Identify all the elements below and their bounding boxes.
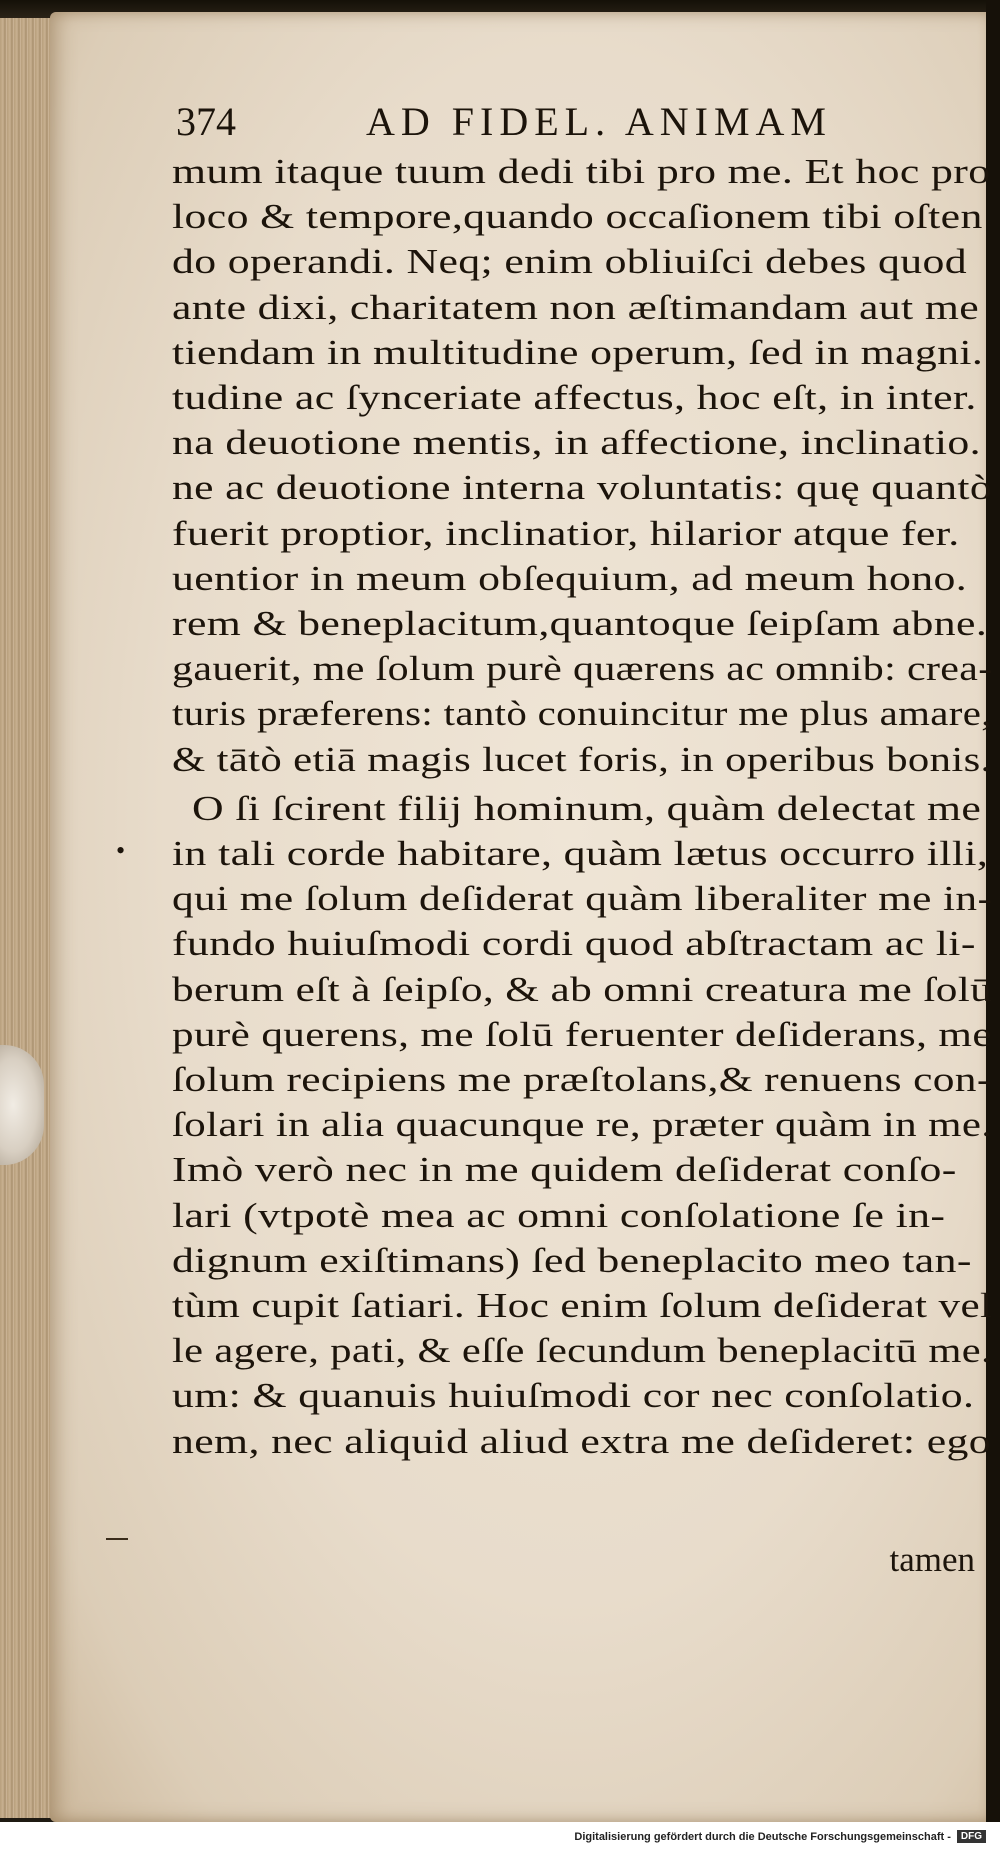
text-line: gauerit, me ſolum purè quærens ac omnib: crea- [172, 649, 993, 689]
text-line: qui me ſolum deſiderat quàm liberaliter me in- [172, 879, 993, 919]
text-line: Imò verò nec in me quidem deſiderat conſo- [172, 1150, 957, 1190]
page-number: 374 [176, 99, 236, 144]
text-line: ne ac deuotione interna voluntatis: quę quantò [172, 468, 993, 508]
credit-text: Digitalisierung gefördert durch die Deutsche Forschungsgemeinschaft - [574, 1830, 951, 1843]
text-line: in tali corde habitare, quàm lætus occurro illi, [172, 834, 989, 873]
text-line: tudine ac ſynceriate affectus, hoc eſt, in inter. [172, 378, 977, 417]
text-line: uentior in meum obſequium, ad meum hono. [172, 558, 968, 598]
text-line: O ſi ſcirent filij hominum, quàm delectat me [192, 788, 982, 828]
text-line: um: & quanuis huiuſmodi cor nec conſolatio. [172, 1376, 975, 1416]
text-line: ſolari in alia quacunque re, præter quàm in me. [172, 1105, 993, 1145]
text-line: ante dixi, charitatem non æſtimandam aut me [172, 287, 980, 327]
text-line: do operandi. Neq; enim obliuiſci debes quod [172, 242, 967, 282]
text-line: fuerit proptior, inclinatior, hilarior atque fer. [172, 513, 960, 553]
text-line: tiendam in multitudine operum, ſed in magni. [172, 332, 984, 372]
text-line: & tātò etiā magis lucet foris, in operibus bonis. [172, 739, 992, 779]
page-header [176, 98, 976, 158]
text-line: purè querens, me ſolū feruenter deſiderans, me [172, 1014, 992, 1054]
running-head: AD FIDEL. ANIMAM [366, 99, 832, 144]
text-line: rem & beneplacitum,quantoque ſeipſam abne. [172, 604, 988, 643]
text-line: mum itaque tuum dedi tibi pro me. Et hoc pro [172, 152, 991, 191]
text-line: turis præferens: tantò conuincitur me plus amare, [172, 694, 992, 734]
text-line: le agere, pati, & eſſe ſecundum beneplacitū me. [172, 1331, 993, 1371]
dfg-logo: DFG [957, 1830, 986, 1843]
paragraph-mark: • [116, 836, 126, 865]
text-line: nem, nec aliquid aliud extra me deſideret: ego [172, 1421, 992, 1461]
text-line: fundo huiuſmodi cordi quod abſtractam ac li- [172, 924, 976, 964]
text-line: lari (vtpotè mea ac omni conſolatione ſe in- [172, 1195, 946, 1235]
book-clasp [0, 1045, 44, 1165]
text-line: tùm cupit ſatiari. Hoc enim ſolum deſiderat vel [172, 1286, 993, 1325]
catchword: tamen [889, 1540, 975, 1579]
digitization-credit [574, 1830, 986, 1843]
text-line: dignum exiſtimans) ſed beneplacito meo tan- [172, 1240, 972, 1280]
margin-mark [106, 1538, 128, 1540]
text-line: na deuotione mentis, in affectione, inclinatio. [172, 423, 981, 463]
text-line: berum eſt à ſeipſo, & ab omni creatura me ſolū [172, 969, 993, 1009]
scan-right-border [986, 0, 1000, 1849]
text-line: ſolum recipiens me præſtolans,& renuens con- [172, 1060, 992, 1099]
text-line: loco & tempore,quando occaſionem tibi oſten [172, 197, 983, 237]
